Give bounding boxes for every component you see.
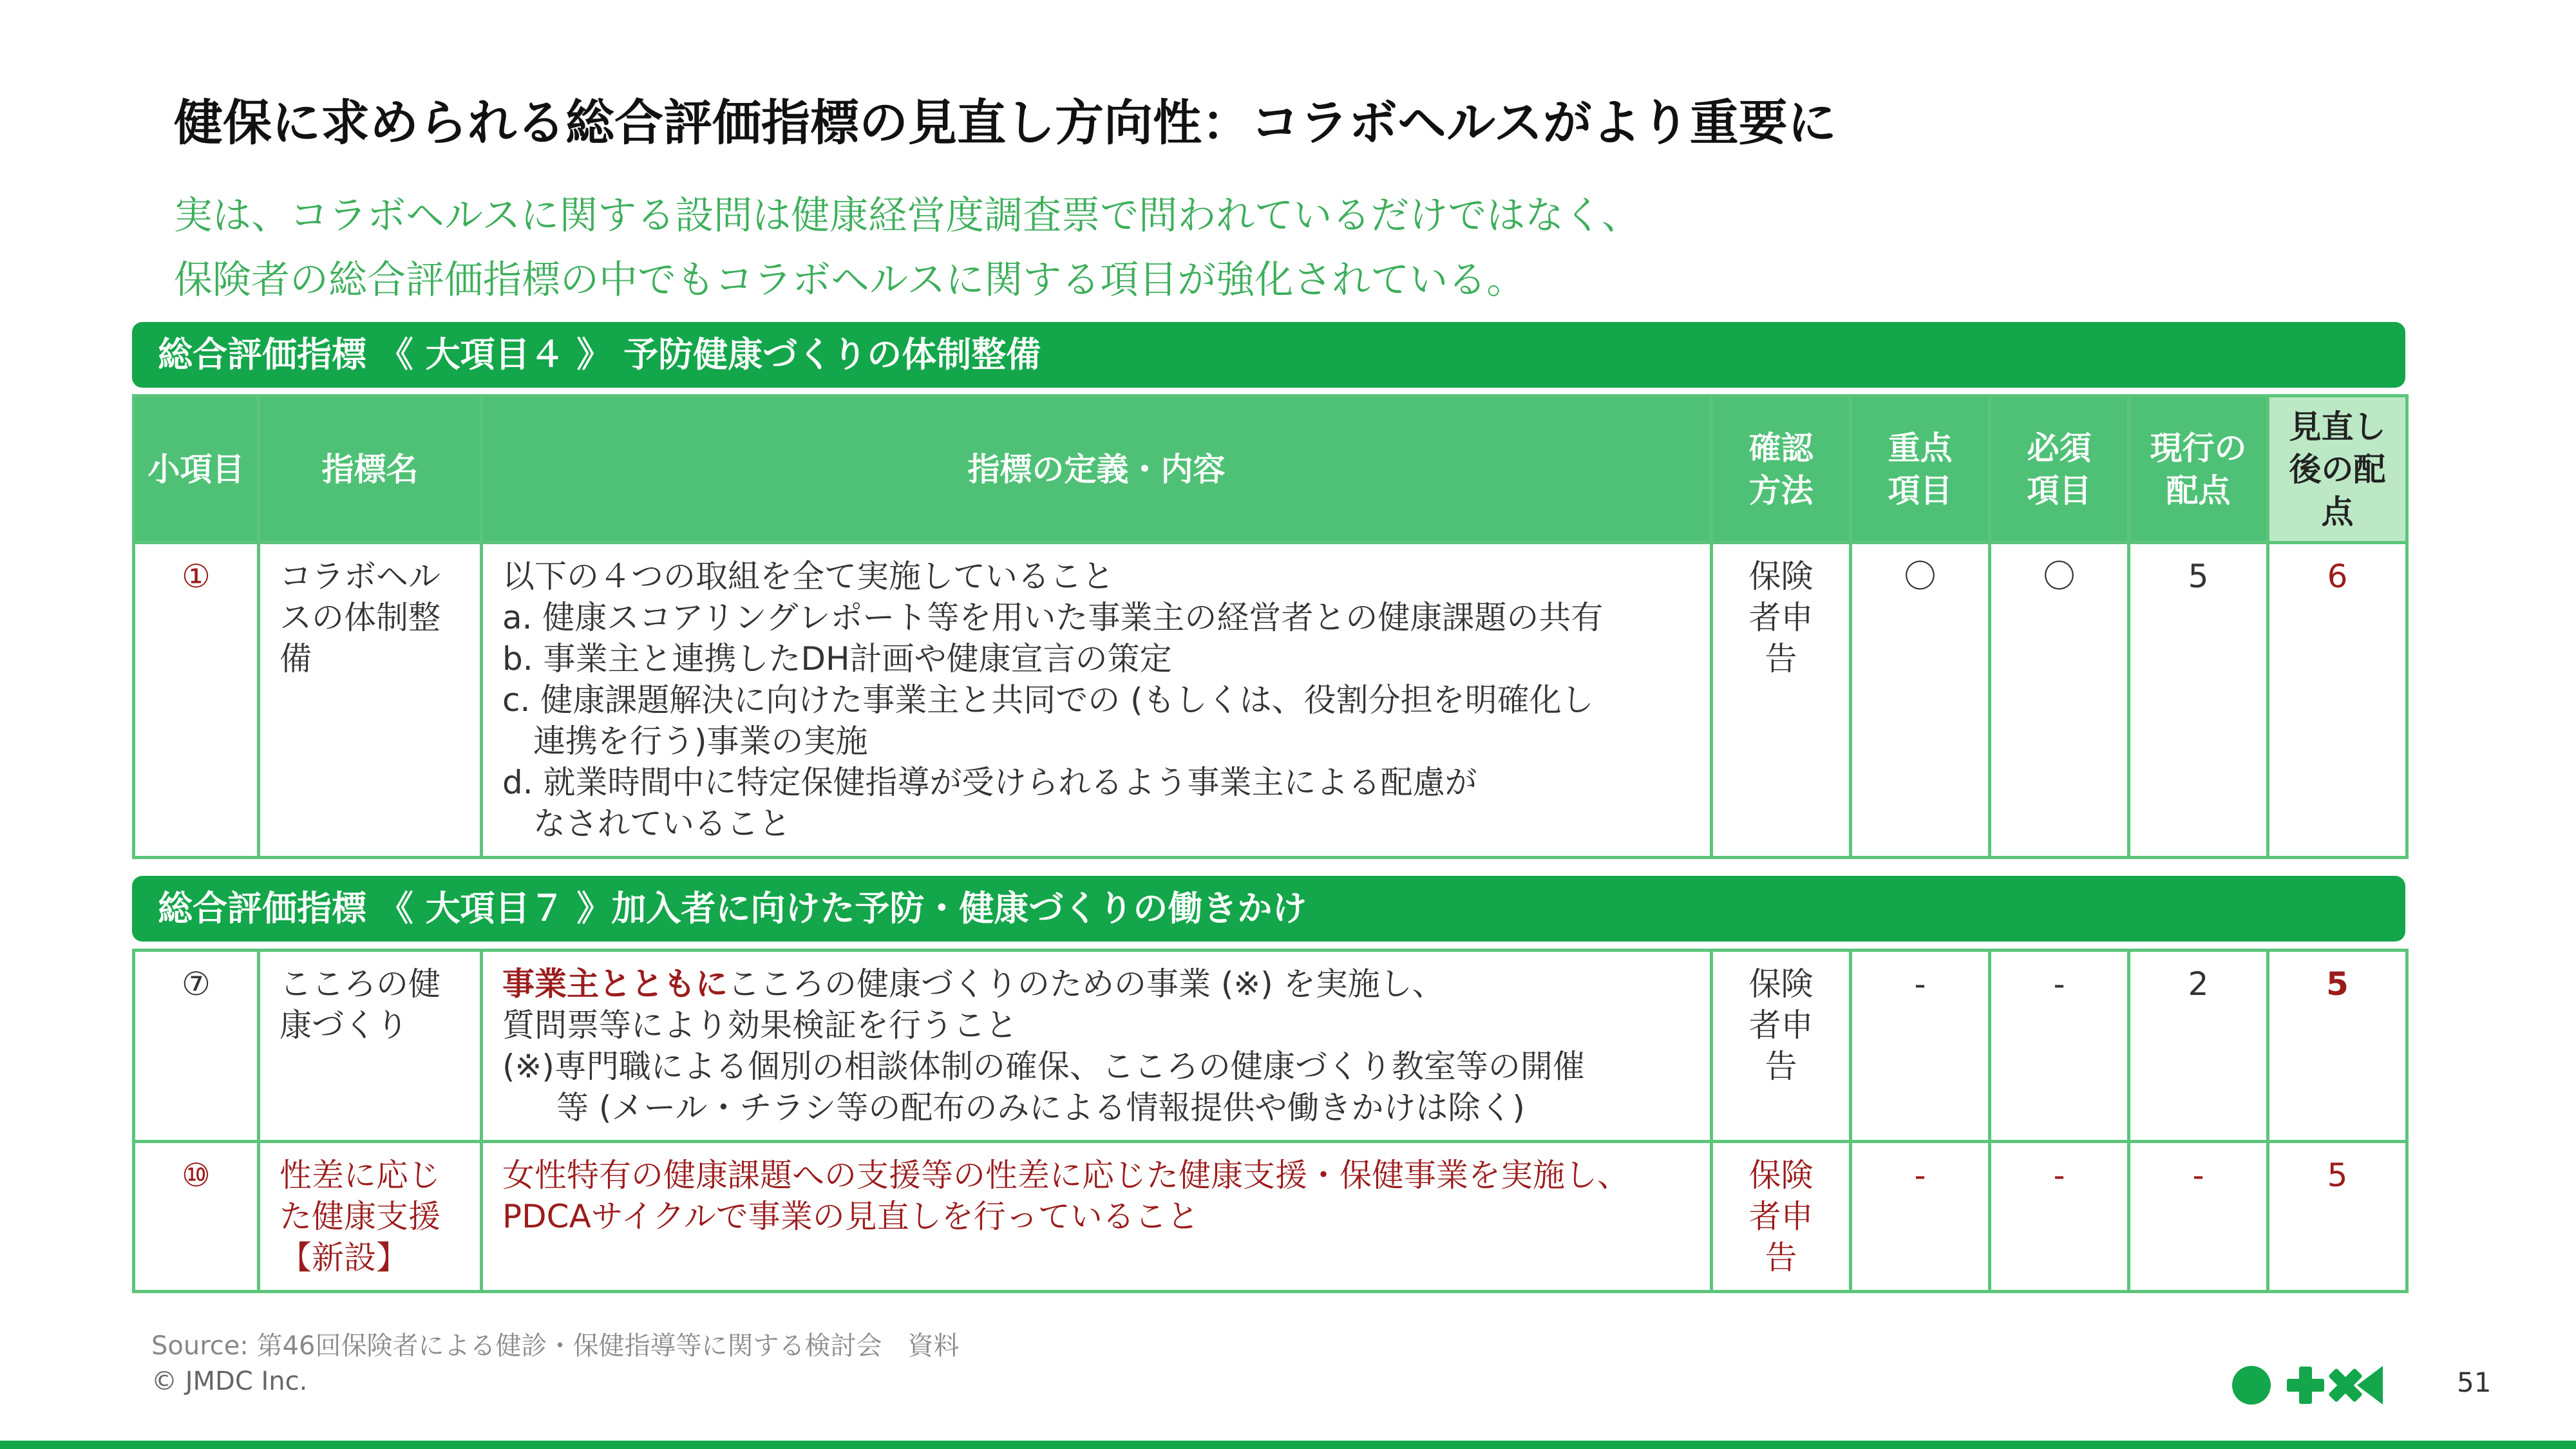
header-name: 指標名 — [259, 396, 482, 543]
row-revised-points: 5 — [2268, 1142, 2407, 1292]
row-method: 保険者申告 — [1712, 951, 1851, 1142]
bottom-divider — [0, 1441, 2576, 1449]
row-required: - — [1990, 951, 2129, 1142]
definition-emphasis: 事業主とともに — [502, 965, 728, 1003]
row-definition — [482, 951, 1712, 1142]
definition-line: b. 事業主と連携したDH計画や健康宣言の策定 — [502, 640, 1172, 677]
header-focus: 重点項目 — [1851, 396, 1990, 543]
row-definition — [482, 1142, 1712, 1292]
definition-line: d. 就業時間中に特定保健指導が受けられるよう事業主による配慮が — [502, 764, 1477, 801]
row-item-number: ① — [134, 543, 259, 858]
row-focus: - — [1851, 951, 1990, 1142]
definition-line: (※)専門職による個別の相談体制の確保、こころの健康づくり教室等の開催 — [502, 1048, 1585, 1085]
definition-line: なされていること — [533, 805, 791, 842]
header-current-points: 現行の配点 — [2129, 396, 2268, 543]
definition-line — [502, 963, 1690, 1005]
definition-line: PDCAサイクルで事業の見直しを行っていること — [502, 1198, 1199, 1235]
header-definition: 指標の定義・内容 — [482, 396, 1712, 543]
page-title: 健保に求められる総合評価指標の見直し方向性：コラボヘルスがより重要に — [174, 94, 1837, 151]
header-item: 小項目 — [134, 396, 259, 543]
row-current-points: 2 — [2129, 951, 2268, 1142]
indicator-table-4 — [132, 394, 2409, 859]
header-revised-points: 見直し後の配点 — [2268, 396, 2407, 543]
brand-logo — [2230, 1361, 2384, 1409]
row-item-number: ⑩ — [134, 1142, 259, 1292]
indicator-table-7 — [132, 949, 2409, 1293]
triangle-icon — [2357, 1366, 2383, 1405]
header-required: 必須項目 — [1990, 396, 2129, 543]
row-indicator-name: 性差に応じた健康支援【新設】 — [259, 1142, 482, 1292]
row-focus: - — [1851, 1142, 1990, 1292]
lead-line-2: 保険者の総合評価指標の中でもコラボヘルスに関する項目が強化されている。 — [174, 258, 1526, 303]
row-revised-points: 5 — [2268, 951, 2407, 1142]
definition-line: 以下の４つの取組を全て実施していること — [502, 558, 1114, 595]
row-revised-points: 6 — [2268, 543, 2407, 858]
definition-line: 連携を行う)事業の実施 — [533, 723, 868, 760]
lead-line-1: 実は、コラボヘルスに関する設問は健康経営度調査票で問われているだけではなく、 — [174, 193, 1640, 238]
copyright: © JMDC Inc. — [151, 1367, 308, 1396]
row-definition — [482, 543, 1712, 858]
lead-text — [174, 184, 1640, 312]
definition-line: a. 健康スコアリングレポート等を用いた事業主の経営者との健康課題の共有 — [502, 599, 1604, 636]
definition-text: こころの健康づくりのための事業 (※) を実施し、 — [728, 965, 1444, 1003]
table-row — [134, 951, 2407, 1142]
row-required: 〇 — [1990, 543, 2129, 858]
definition-line: c. 健康課題解決に向けた事業主と共同での (もしくは、役割分担を明確化し — [502, 681, 1594, 719]
circle-icon — [2232, 1366, 2271, 1405]
page-number: 51 — [2457, 1367, 2492, 1398]
definition-line: 女性特有の健康課題への支援等の性差に応じた健康支援・保健事業を実施し、 — [502, 1157, 1629, 1194]
row-focus: 〇 — [1851, 543, 1990, 858]
definition-line: 質問票等により効果検証を行うこと — [502, 1007, 1018, 1044]
header-method: 確認方法 — [1712, 396, 1851, 543]
plus-icon — [2287, 1367, 2324, 1404]
row-method: 保険者申告 — [1712, 1142, 1851, 1292]
source-note: Source: 第46回保険者による健診・保健指導等に関する検討会 資料 — [151, 1331, 960, 1361]
section-header-7: 総合評価指標 《 大項目７ 》加入者に向けた予防・健康づくりの働きかけ — [132, 876, 2405, 942]
table-row — [134, 543, 2407, 858]
section-header-4: 総合評価指標 《 大項目４ 》 予防健康づくりの体制整備 — [132, 322, 2405, 388]
row-required: - — [1990, 1142, 2129, 1292]
row-current-points: - — [2129, 1142, 2268, 1292]
row-indicator-name: こころの健康づくり — [259, 951, 482, 1142]
definition-line: 等 (メール・チラシ等の配布のみによる情報提供や働きかけは除く) — [556, 1089, 1525, 1126]
row-indicator-name: コラボヘルスの体制整備 — [259, 543, 482, 858]
row-method: 保険者申告 — [1712, 543, 1851, 858]
row-item-number: ⑦ — [134, 951, 259, 1142]
row-current-points: 5 — [2129, 543, 2268, 858]
table-row — [134, 1142, 2407, 1292]
table-header-row — [134, 396, 2407, 543]
